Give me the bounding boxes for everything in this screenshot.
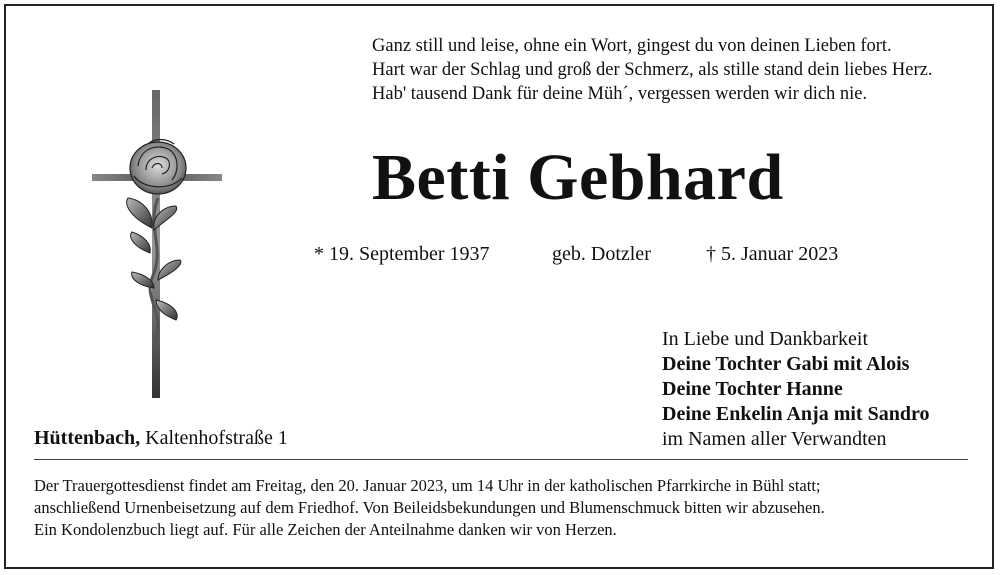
notice-line: anschließend Urnenbeisetzung auf dem Friedhof. Von Beileidsbekundungen und Blumenschmuck bitten wir abzusehen. (34, 498, 825, 517)
notice-line: Ein Kondolenzbuch liegt auf. Für alle Zeichen der Anteilnahme danken wir von Herzen. (34, 520, 617, 539)
mourner-name: Deine Tochter Hanne (662, 378, 843, 400)
deceased-name: Betti Gebhard (372, 141, 784, 214)
funeral-notice (34, 475, 974, 541)
poem-line: Ganz still und leise, ohne ein Wort, gingest du von deinen Lieben fort. (372, 36, 892, 56)
rose-bloom (130, 140, 186, 195)
death-date: † 5. Januar 2023 (706, 243, 839, 265)
mourner-name: Deine Enkelin Anja mit Sandro (662, 403, 930, 425)
notice-line: Der Trauergottesdienst findet am Freitag, den 20. Januar 2023, um 14 Uhr in der katholischen Pfarrkirche in Bühl statt; (34, 476, 821, 495)
poem-line: Hab' tausend Dank für deine Müh´, vergessen werden wir dich nie. (372, 84, 868, 104)
mourners-block (662, 327, 929, 452)
address-street: Kaltenhofstraße 1 (145, 427, 288, 449)
birth-date: * 19. September 1937 (314, 243, 490, 265)
mourners-outro: im Namen aller Verwandten (662, 428, 887, 450)
mourner-name: Deine Tochter Gabi mit Alois (662, 353, 910, 375)
maiden-name: geb. Dotzler (552, 243, 651, 265)
poem (372, 34, 932, 106)
mourners-intro: In Liebe und Dankbarkeit (662, 328, 869, 350)
address-city: Hüttenbach, (34, 427, 141, 449)
poem-line: Hart war der Schlag und groß der Schmerz, als stille stand dein liebes Herz. (372, 60, 933, 80)
cross-with-rose-icon (88, 88, 228, 408)
address (34, 427, 288, 450)
divider-line (34, 459, 968, 460)
